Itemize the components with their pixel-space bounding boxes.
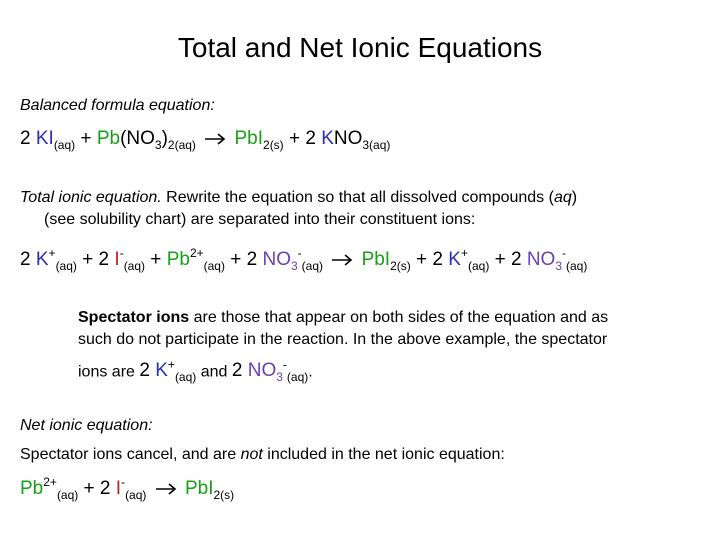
net-label: Net ionic equation: <box>20 417 153 434</box>
total-label: Total ionic equation. Rewrite the equation so that all dissolved compounds (aq) (see solubility chart) are separated into their constituent ions: <box>20 189 578 228</box>
total-ionic-equation: 2 $K^+_{(aq)} + 2$ $I^-_{(aq)} + Pb^{2+}_{(aq)} + 2$ $NO_3^-_{(aq)}$ PbI$_{2(s)}$ + 2 $K^+_{(aq)} + 2$ $NO_3^-_{(aq)}$ <box>20 246 588 273</box>
arrow-right-icon <box>204 133 226 145</box>
spectator-paragraph: Spectator ions are those that appear on both sides of the equation and as such do not participate in the reaction. In the above example, the spectator ions are 2 $K^+_{(aq)}$ and 2 $NO_3^-_{(aq)}$. <box>78 309 609 385</box>
balanced-label: Balanced formula equation: <box>20 97 215 114</box>
page-title: Total and Net Ionic Equations <box>177 32 543 63</box>
arrow-right-icon <box>155 483 177 495</box>
net-ionic-equation: $Pb^{2+}_{(aq)} + 2$ $I^-_{(aq)}$ PbI$_{2(s)}$ <box>20 475 235 502</box>
arrow-right-icon <box>331 254 353 266</box>
net-description: Spectator ions cancel, and are not included in the net ionic equation: <box>20 446 505 463</box>
balanced-equation: 2 $KI_{(aq)} + Pb(NO_3)_{2(aq)}$ PbI$_{2(s)}$ + 2 $KNO_{3(aq)}$ <box>20 128 391 152</box>
